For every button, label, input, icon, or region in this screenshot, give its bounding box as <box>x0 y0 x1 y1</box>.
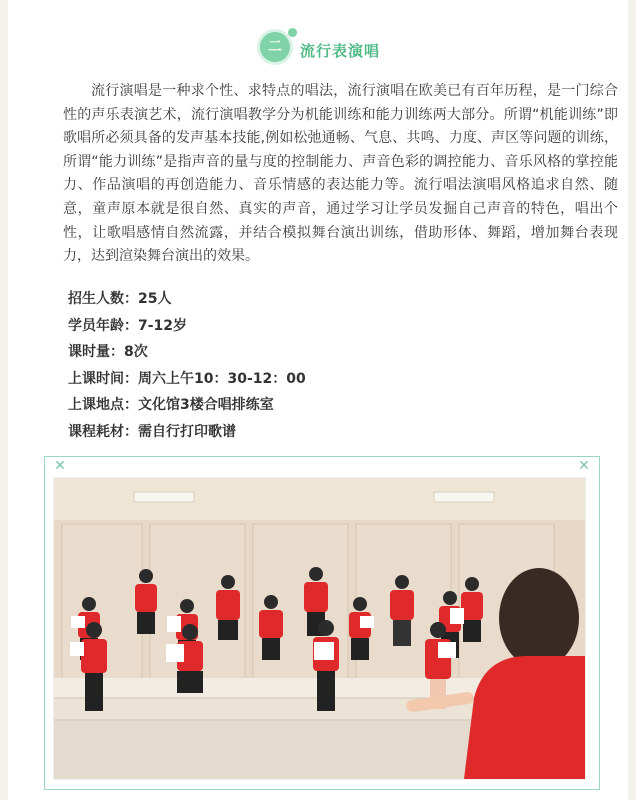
class-photo <box>53 477 586 780</box>
article-page <box>8 0 628 800</box>
info-time: 上课时间：周六上午10：30-12：00 <box>68 370 306 387</box>
info-age: 学员年龄：7-12岁 <box>68 317 188 334</box>
intro-paragraph: 流行演唱是一种求个性、求特点的唱法，流行演唱在欧美已有百年历程，是一门综合性的声乐表演艺术，流行演唱教学分为机能训练和能力训练两大部分。所谓“机能训练”即歌唱所必须具备的发声基本技能,例如松弛通畅、气息、共鸣、力度、声区等问题的训练，所谓“能力训练”是指声音的量与度的控制能力、声音色彩的调控能力、音乐风格的掌控能力、作品演唱的再创造能力、音乐情感的表达能力等。流行唱法演唱风格追求自然、随意，童声原本就是很自然、真实的声音，通过学习让学员发掘自己声音的特色，唱出个性，让歌唱感情自然流露，并结合模拟舞台演出训练，借助形体、舞蹈，增加舞台表现力，达到渲染舞台演出的效果。 <box>63 83 618 265</box>
info-location: 上课地点：文化馆3楼合唱排练室 <box>68 397 274 413</box>
close-icon: ✕ <box>54 458 66 474</box>
info-enrollment: 招生人数：25人 <box>68 291 172 307</box>
info-materials: 课程耗材：需自行打印歌谱 <box>68 423 236 440</box>
close-icon: ✕ <box>578 458 590 474</box>
photo-frame <box>44 456 600 790</box>
section-header <box>8 26 628 70</box>
course-info-list <box>68 286 608 445</box>
section-title: 流行表演唱 <box>300 42 381 60</box>
info-sessions: 课时量：8次 <box>68 344 148 360</box>
section-number: 二 <box>268 39 282 55</box>
class-photo-illustration <box>54 478 585 779</box>
